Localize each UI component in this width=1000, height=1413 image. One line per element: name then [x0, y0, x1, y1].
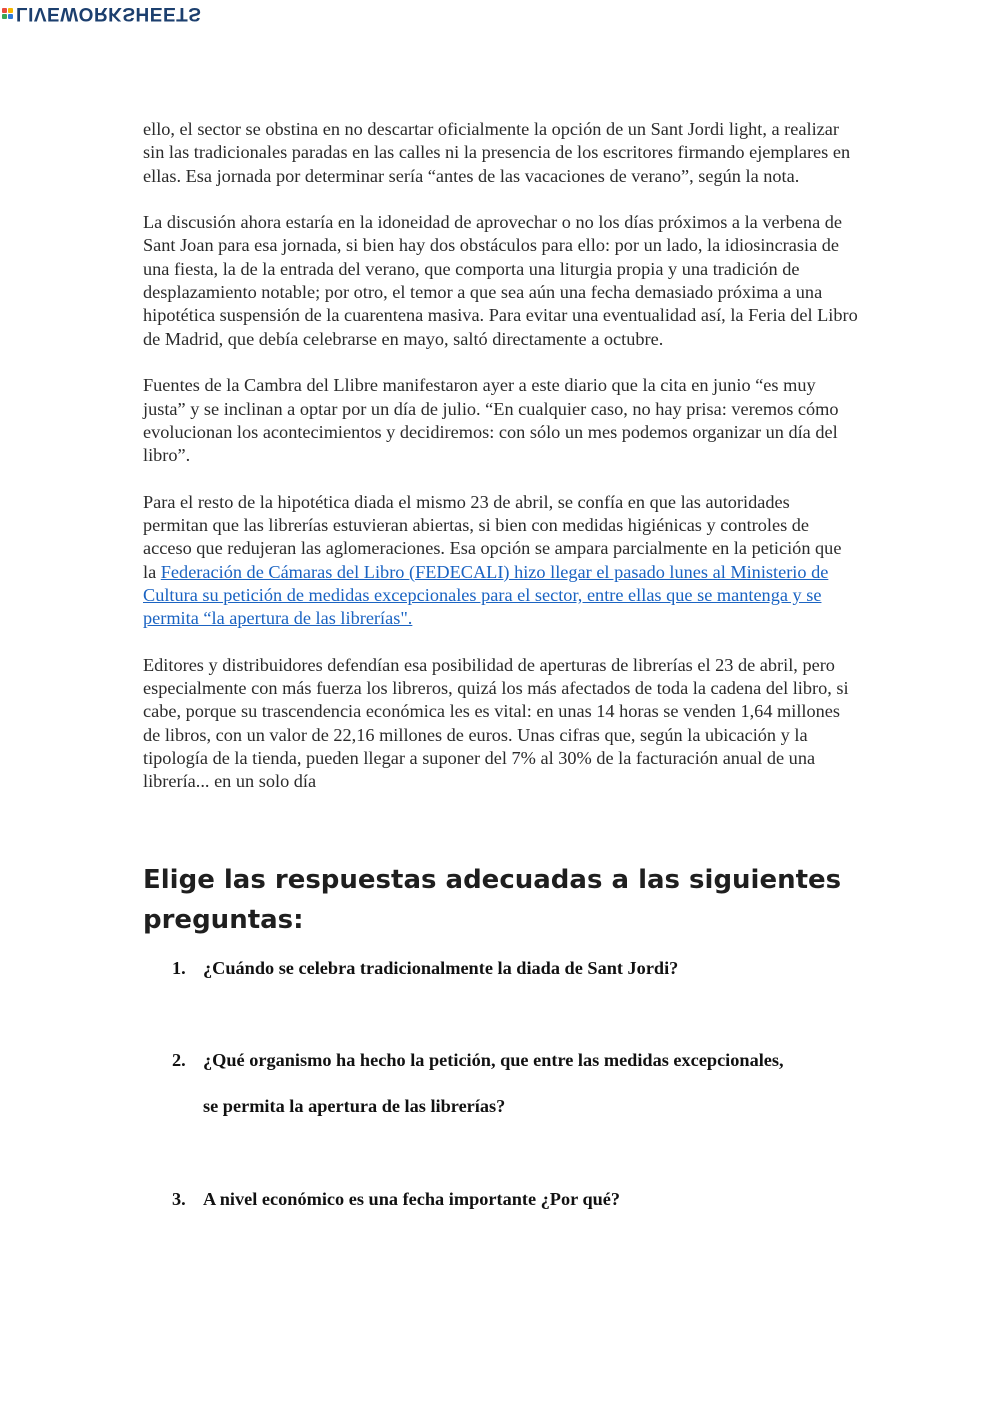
question-2-text-line1: ¿Qué organismo ha hecho la petición, que entre las medidas excepcionales,	[203, 1050, 784, 1070]
fedecali-link[interactable]: Federación de Cámaras del Libro (FEDECALI) hizo llegar el pasado lunes al Ministerio de Cultura su petición de medidas excepcionales para el sector, entre ellas que se mantenga y se permita “la apertura de las librerías".	[143, 561, 829, 629]
article-body	[143, 118, 858, 817]
paragraph-3: Fuentes de la Cambra del Llibre manifestaron ayer a este diario que la cita en junio “es muy justa” y se inclinan a optar por un día de julio. “En cualquier caso, no hay prisa: veremos cómo evolucionan los acontecimientos y decidiremos: con sólo un mes podemos organizar un día del libro”.	[143, 375, 839, 466]
paragraph-2: La discusión ahora estaría en la idoneidad de aprovechar o no los días próximos a la verbena de Sant Joan para esa jornada, si bien hay dos obstáculos para ello: por un lado, la idiosincrasia de una fiesta, la de la entrada del verano, que comporta una liturgia propia y una tradición de desplazamiento notable; por otro, el temor a que sea aún una fecha demasiado próxima a una hipotética suspensión de la cuarentena masiva. Para evitar una eventualidad así, la Feria del Libro de Madrid, que debía celebrarse en mayo, saltó directamente a octubre.	[143, 212, 858, 349]
question-2-text-line2: se permita la apertura de las librerías?	[203, 1096, 506, 1116]
question-1	[172, 957, 872, 980]
question-2	[172, 1049, 872, 1118]
question-1-text: ¿Cuándo se celebra tradicionalmente la diada de Sant Jordi?	[203, 958, 679, 978]
question-3-text: A nivel económico es una fecha importante ¿Por qué?	[203, 1189, 621, 1209]
section-title: Elige las respuestas adecuadas a las siguientes preguntas:	[143, 865, 842, 935]
paragraph-5: Editores y distribuidores defendían esa posibilidad de aperturas de librerías el 23 de abril, pero especialmente con más fuerza los libreros, quizá los más afectados de toda la cadena del libro, si cabe, porque su trascendencia económica les es vital: en unas 14 horas se venden 1,64 millones de libros, con un valor de 22,16 millones de euros. Unas cifras que, según la ubicación y la tipología de la tienda, pueden llegar a suponer del 7% al 30% de la facturación anual de una librería... en un solo día	[143, 654, 849, 792]
question-3	[172, 1188, 872, 1211]
question-2-number: 2.	[172, 1050, 186, 1070]
paragraph-4-text: Para el resto de la hipotética diada el mismo 23 de abril, se confía en que las autoridades permitan que las librerías estuvieran abiertas, si bien con medidas higiénicas y controles de acceso que redujeran las aglomeraciones. Esa opción se ampara parcialmente en la petición que la	[143, 491, 842, 582]
logo-grid-icon	[2, 8, 13, 19]
paragraph-1: ello, el sector se obstina en no descartar oficialmente la opción de un Sant Jordi light, a realizar sin las tradicionales paradas en las calles ni la presencia de los escritores firmando ejemplares en ellas. Esa jornada por determinar sería “antes de las vacaciones de verano”, según la nota.	[143, 119, 851, 186]
question-3-number: 3.	[172, 1189, 186, 1209]
logo-text: LIVEWORKSHEETS	[16, 3, 202, 24]
question-1-number: 1.	[172, 958, 186, 978]
paragraph-4	[143, 491, 858, 631]
liveworksheets-logo	[2, 2, 201, 24]
